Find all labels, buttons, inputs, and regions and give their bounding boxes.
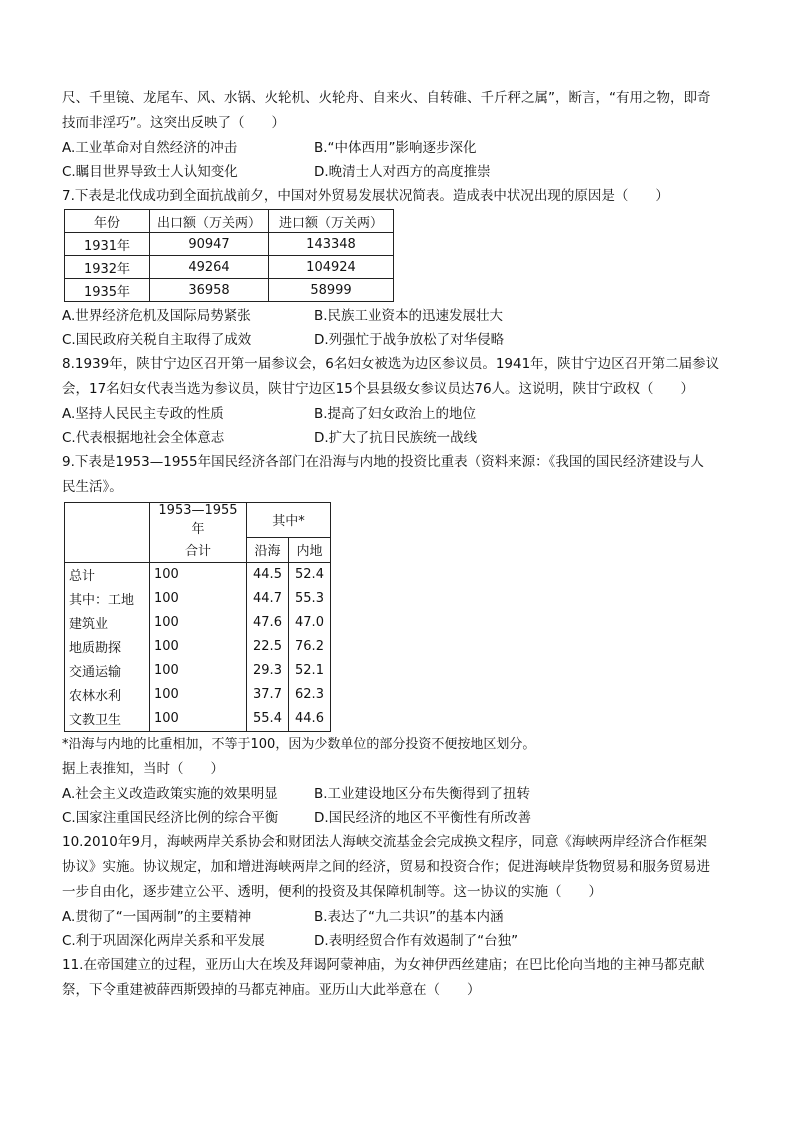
q10-option-c: C.利于巩固深化两岸关系和平发展 bbox=[62, 932, 265, 949]
q7-header-export: 出口额（万关两） bbox=[150, 210, 269, 233]
q9-cell: 55.3 bbox=[289, 587, 331, 611]
table-row bbox=[65, 233, 394, 256]
q9-cell: 47.0 bbox=[289, 611, 331, 635]
q9-options-row1 bbox=[62, 782, 734, 806]
exam-page bbox=[62, 86, 734, 1003]
q9-row-label: 建筑业 bbox=[65, 611, 150, 635]
q9-option-d: D.国民经济的地区不平衡性有所改善 bbox=[314, 809, 532, 826]
q6-option-a: A.工业革命对自然经济的冲击 bbox=[62, 140, 238, 156]
table-row bbox=[65, 659, 331, 683]
q7-cell: 143348 bbox=[269, 233, 394, 256]
q7-options-row2 bbox=[62, 328, 734, 352]
q6-option-d: D.晚清士人对西方的高度推崇 bbox=[314, 164, 491, 180]
q8-line2: 会，17名妇女代表当选为参议员，陕甘宁边区15个县县级女参议员达76人。这说明，陕甘宁政权（ ） bbox=[62, 381, 695, 397]
q9-cell: 52.1 bbox=[289, 659, 331, 683]
q9-cell: 47.6 bbox=[247, 611, 289, 635]
q6-option-c: C.瞩目世界导致士人认知变化 bbox=[62, 164, 238, 180]
q9-cell: 44.6 bbox=[289, 707, 331, 732]
q9-cell: 100 bbox=[150, 707, 247, 732]
q7-header-year: 年份 bbox=[65, 210, 150, 233]
q10-options-row2 bbox=[62, 929, 734, 953]
q9-cell: 100 bbox=[150, 587, 247, 611]
q9-cell: 100 bbox=[150, 611, 247, 635]
q9-cell: 100 bbox=[150, 562, 247, 587]
q9-cell: 37.7 bbox=[247, 683, 289, 707]
q7-option-b: B.民族工业资本的迅速发展壮大 bbox=[314, 308, 504, 324]
q9-header-blank bbox=[65, 503, 150, 563]
q9-cell: 100 bbox=[150, 635, 247, 659]
table-row bbox=[65, 256, 394, 279]
q9-header-inland: 内地 bbox=[289, 537, 331, 562]
q10-option-b: B.表达了“九二共识”的基本内涵 bbox=[314, 908, 504, 925]
q7-option-d: D.列强忙于战争放松了对华侵略 bbox=[314, 332, 505, 348]
q6-options-row1 bbox=[62, 136, 734, 160]
q9-cell: 44.7 bbox=[247, 587, 289, 611]
q9-cell: 100 bbox=[150, 659, 247, 683]
q10-option-a: A.贯彻了“一国两制”的主要精神 bbox=[62, 908, 252, 925]
q9-header-period: 1953—1955年 bbox=[150, 503, 247, 538]
q9-header-coast: 沿海 bbox=[247, 537, 289, 562]
q8-options-row1 bbox=[62, 402, 734, 426]
q9-cell: 44.5 bbox=[247, 562, 289, 587]
q7-table-header bbox=[65, 210, 394, 233]
q9-row-label: 农林水利 bbox=[65, 683, 150, 707]
q9-row-label: 其中：工地 bbox=[65, 587, 150, 611]
q9-row-label: 地质勘探 bbox=[65, 635, 150, 659]
q9-cell: 22.5 bbox=[247, 635, 289, 659]
q7-option-c: C.国民政府关税自主取得了成效 bbox=[62, 332, 252, 348]
table-row bbox=[65, 635, 331, 659]
q10-line1: 10.2010年9月，海峡两岸关系协会和财团法人海峡交流基金会完成换文程序，同意《海峡两岸经济合作框架 bbox=[62, 833, 707, 850]
q6-line2: 技而非淫巧”。这突出反映了（ ） bbox=[62, 115, 285, 131]
q9-cell: 55.4 bbox=[247, 707, 289, 732]
q7-option-a: A.世界经济危机及国际局势紧张 bbox=[62, 308, 251, 324]
q9-cell: 100 bbox=[150, 683, 247, 707]
q9-cell: 52.4 bbox=[289, 562, 331, 587]
q9-cell: 62.3 bbox=[289, 683, 331, 707]
q10-option-d: D.表明经贸合作有效遏制了“台独” bbox=[314, 932, 519, 949]
q9-ask: 据上表推知，当时（ ） bbox=[62, 760, 224, 777]
q7-cell: 36958 bbox=[150, 279, 269, 302]
q7-stem: 7.下表是北伐成功到全面抗战前夕，中国对外贸易发展状况简表。造成表中状况出现的原因是（ ） bbox=[62, 188, 669, 204]
q9-cell: 29.3 bbox=[247, 659, 289, 683]
q7-cell: 1932年 bbox=[65, 256, 150, 279]
q6-options-row2 bbox=[62, 160, 734, 184]
q7-cell: 58999 bbox=[269, 279, 394, 302]
q7-trade-table bbox=[64, 209, 394, 302]
q9-header-row1 bbox=[65, 503, 331, 538]
q9-row-label: 交通运输 bbox=[65, 659, 150, 683]
q7-cell: 1931年 bbox=[65, 233, 150, 256]
q8-line1: 8.1939年，陕甘宁边区召开第一届参议会，6名妇女被选为边区参议员。1941年，陕甘宁边区召开第二届参议 bbox=[62, 356, 720, 372]
q9-header-total: 合计 bbox=[150, 537, 247, 562]
table-row bbox=[65, 562, 331, 587]
q8-option-d: D.扩大了抗日民族统一战线 bbox=[314, 430, 478, 446]
q9-option-c: C.国家注重国民经济比例的综合平衡 bbox=[62, 809, 279, 826]
q8-option-b: B.提高了妇女政治上的地位 bbox=[314, 406, 477, 422]
q9-line1: 9.下表是1953—1955年国民经济各部门在沿海与内地的投资比重表（资料来源：《我国的国民经济建设与人 bbox=[62, 454, 704, 470]
q9-row-label: 文教卫生 bbox=[65, 707, 150, 732]
table-row bbox=[65, 611, 331, 635]
q8-option-a: A.坚持人民民主专政的性质 bbox=[62, 406, 224, 422]
q8-option-c: C.代表根据地社会全体意志 bbox=[62, 430, 225, 446]
q8-options-row2 bbox=[62, 426, 734, 450]
q9-row-label: 总计 bbox=[65, 562, 150, 587]
q9-header-among: 其中* bbox=[247, 503, 331, 538]
table-row bbox=[65, 707, 331, 732]
q7-cell: 90947 bbox=[150, 233, 269, 256]
q11-line1: 11.在帝国建立的过程，亚历山大在埃及拜谒阿蒙神庙，为女神伊西丝建庙；在巴比伦向当地的主神马都克献 bbox=[62, 956, 705, 973]
q9-investment-table bbox=[64, 502, 331, 732]
q9-line2: 民生活》。 bbox=[62, 479, 123, 495]
q10-line2: 协议》实施。协议规定，加和增进海峡两岸之间的经济，贸易和投资合作；促进海峡岸货物贸易和服务贸易进 bbox=[62, 858, 710, 875]
q9-cell: 76.2 bbox=[289, 635, 331, 659]
q7-header-import: 进口额（万关两） bbox=[269, 210, 394, 233]
q10-line3: 一步自由化，逐步建立公平、透明，便利的投资及其保障机制等。这一协议的实施（ ） bbox=[62, 883, 602, 900]
table-row bbox=[65, 587, 331, 611]
q10-options-row1 bbox=[62, 905, 734, 929]
table-row bbox=[65, 683, 331, 707]
table-row bbox=[65, 279, 394, 302]
q7-cell: 1935年 bbox=[65, 279, 150, 302]
q7-options-row1 bbox=[62, 304, 734, 328]
q9-option-a: A.社会主义改造政策实施的效果明显 bbox=[62, 785, 278, 802]
q7-cell: 49264 bbox=[150, 256, 269, 279]
q9-options-row2 bbox=[62, 806, 734, 830]
q6-line1: 尺、千里镜、龙尾车、风、水锅、火轮机、火轮舟、自来火、自转碓、千斤秤之属”，断言，“有用之物，即奇 bbox=[62, 90, 711, 106]
q9-note: *沿海与内地的比重相加，不等于100，因为少数单位的部分投资不便按地区划分。 bbox=[62, 736, 536, 752]
q9-option-b: B.工业建设地区分布失衡得到了扭转 bbox=[314, 785, 531, 802]
q11-line2: 祭，下令重建被薛西斯毁掉的马都克神庙。亚历山大此举意在（ ） bbox=[62, 981, 481, 998]
q6-option-b: B.“中体西用”影响逐步深化 bbox=[314, 140, 477, 156]
q7-cell: 104924 bbox=[269, 256, 394, 279]
